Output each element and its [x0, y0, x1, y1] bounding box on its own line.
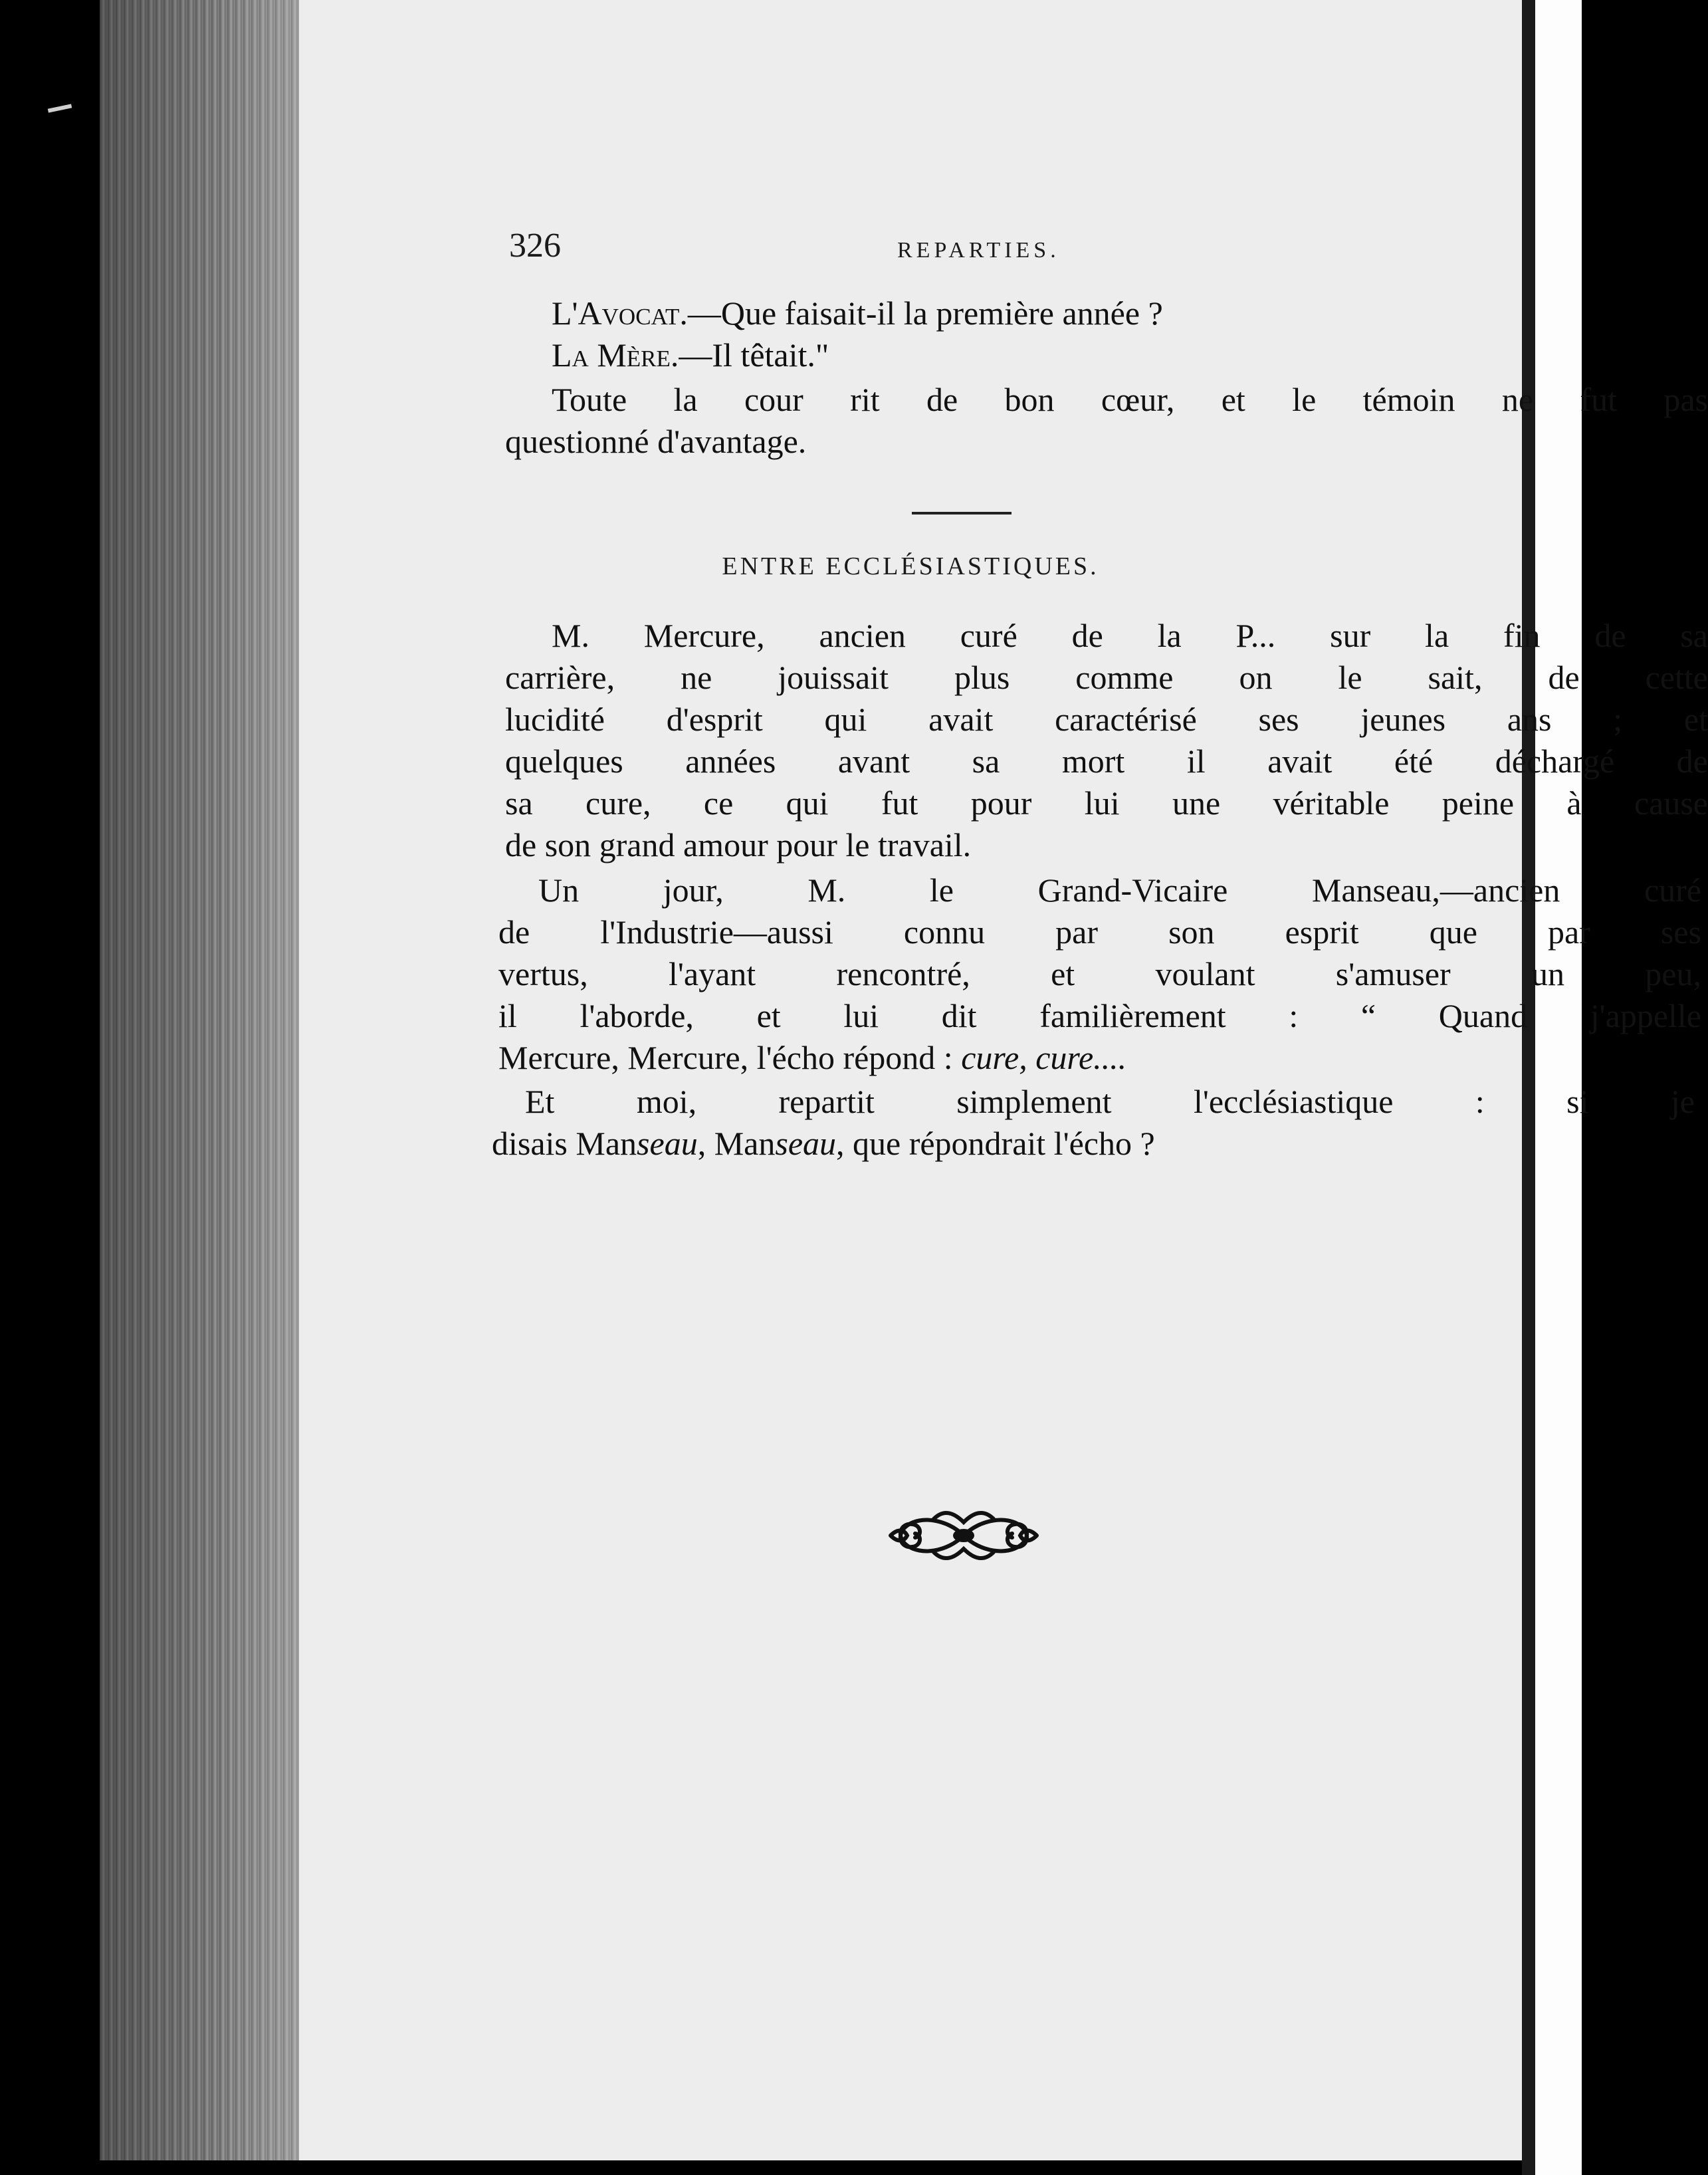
- paragraph-line: lucidité d'esprit qui avait caractérisé ses jeunes ans ; et: [505, 701, 1708, 738]
- dialogue-line-avocat: [552, 292, 1163, 334]
- paragraph-line-text: Mercure, Mercure, l'écho répond :: [498, 1039, 962, 1076]
- paragraph-line: de l'Industrie—aussi connu par son esprit que par ses: [498, 913, 1701, 951]
- text-segment: disais Man: [492, 1125, 637, 1162]
- text-segment: , Man: [697, 1125, 776, 1162]
- paragraph-line: Un jour, M. le Grand-Vicaire Manseau,—ancien curé: [538, 871, 1701, 909]
- paragraph-line: vertus, l'ayant rencontré, et voulant s'amuser un peu,: [498, 955, 1701, 992]
- section-divider: [912, 512, 1012, 515]
- dialogue-line-mere: [552, 334, 829, 376]
- paragraph-line: carrière, ne jouissait plus comme on le sait, de cette: [505, 659, 1708, 696]
- fleuron-ornament-icon: [881, 1492, 1047, 1579]
- paragraph-line: de son grand amour pour le travail.: [505, 826, 972, 863]
- book-page: [299, 0, 1708, 2160]
- paragraph-line: Toute la cour rit de bon cœur, et le témoin ne fut pas: [552, 381, 1708, 418]
- page-edge-shadow: [100, 0, 299, 2160]
- speaker-mere: La Mère.: [552, 336, 679, 374]
- dialogue-text-avocat: —Que faisait-il la première année ?: [687, 294, 1163, 332]
- paragraph-line: il l'aborde, et lui dit familièrement : “ Quand j'appelle: [498, 997, 1701, 1034]
- paragraph-line: Et moi, repartit simplement l'ecclésiastique : si je: [525, 1083, 1695, 1120]
- paragraph-line: sa cure, ce qui fut pour lui une véritable peine à cause: [505, 784, 1708, 822]
- paragraph-line: [498, 1037, 1126, 1079]
- paragraph-line: quelques années avant sa mort il avait été déchargé de: [505, 743, 1708, 780]
- italic-segment: seau: [637, 1125, 698, 1162]
- echo-italic-text: cure, cure....: [961, 1039, 1127, 1076]
- italic-segment: seau: [775, 1125, 837, 1162]
- speaker-avocat: L'Avocat.: [552, 294, 688, 332]
- paragraph-line: questionné d'avantage.: [505, 423, 807, 460]
- text-segment: , que répondrait l'écho ?: [836, 1125, 1155, 1162]
- dialogue-text-mere: —Il têtait.": [679, 336, 829, 374]
- section-title: ENTRE ECCLÉSIASTIQUES.: [722, 552, 1099, 580]
- running-head: [299, 226, 1522, 279]
- running-title: REPARTIES.: [897, 238, 1060, 263]
- paragraph-line: [492, 1123, 1155, 1165]
- paragraph-line: M. Mercure, ancien curé de la P... sur la fin de sa: [552, 617, 1708, 654]
- page-number: 326: [509, 227, 561, 265]
